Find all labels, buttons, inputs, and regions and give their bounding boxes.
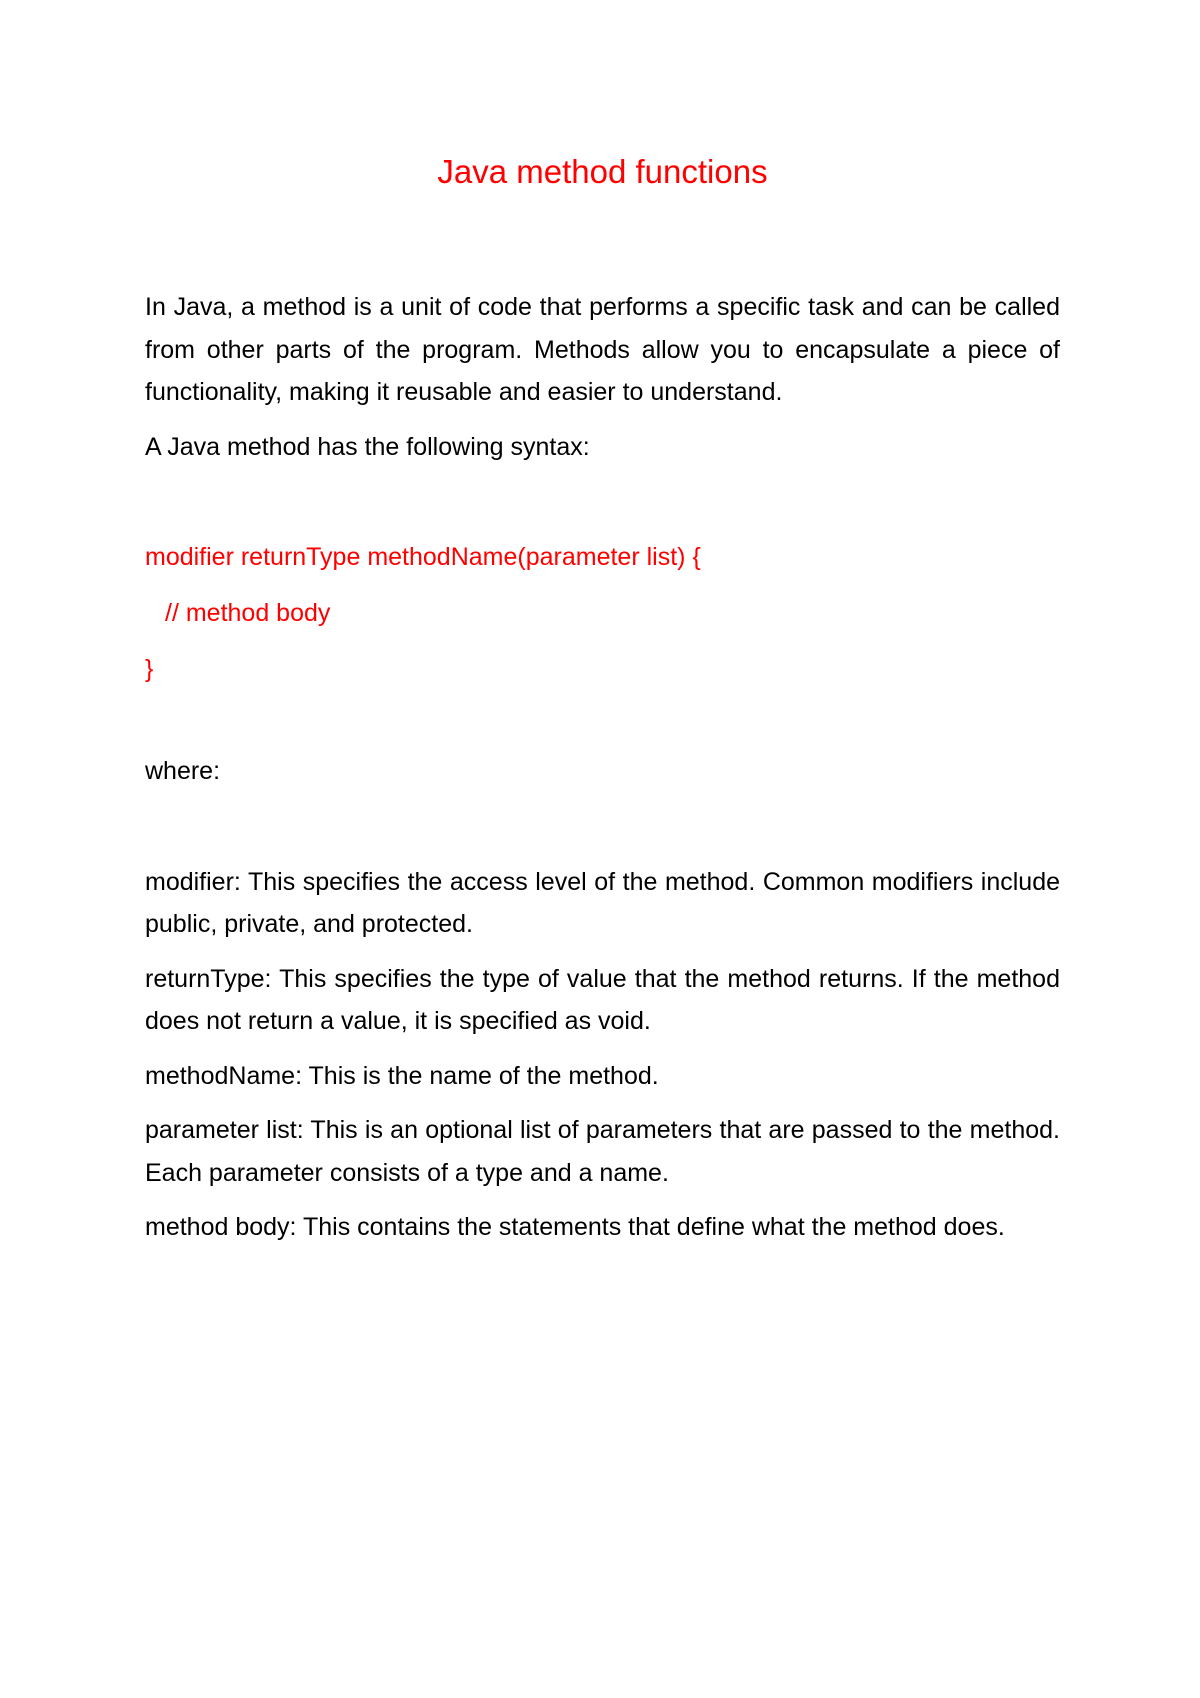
definition-modifier: modifier: This specifies the access level of the method. Common modifiers include public, private, and protected.	[145, 867, 1060, 938]
code-line-signature: modifier returnType methodName(parameter list) {	[145, 543, 701, 571]
intro-paragraph: In Java, a method is a unit of code that performs a specific task and can be called from other parts of the program. Methods allow you to encapsulate a piece of functionality, making it reusable and easier to understand.	[145, 293, 1060, 406]
where-label: where:	[145, 757, 221, 785]
definition-method-name: methodName: This is the name of the method.	[145, 1061, 659, 1090]
syntax-label: A Java method has the following syntax:	[145, 432, 590, 461]
document-title: Java method functions	[437, 153, 768, 190]
definition-parameter-list: parameter list: This is an optional list of parameters that are passed to the method. Each parameter consists of a type and a name.	[145, 1116, 1060, 1187]
definition-method-body: method body: This contains the statements that define what the method does.	[145, 1213, 1005, 1241]
code-line-comment: // method body	[165, 599, 331, 627]
code-snippet	[145, 536, 1060, 690]
definition-return-type: returnType: This specifies the type of value that the method returns. If the method does not return a value, it is specified as void.	[145, 964, 1060, 1035]
code-line-closing-brace: }	[145, 655, 154, 683]
